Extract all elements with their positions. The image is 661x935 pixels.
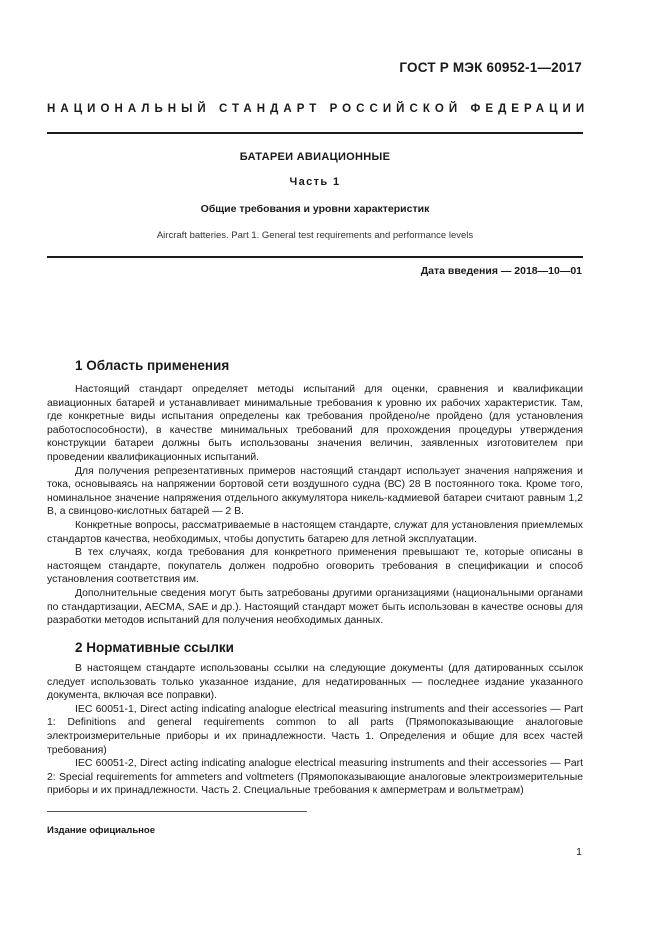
paragraph: В настоящем стандарте использованы ссылки на следующие документы (для датированных ссылок следует использовать только указанное издание, для недатированных — последнее издание указанного документа, включая все поправки). (47, 663, 583, 702)
section-2-heading: 2 Нормативные ссылки (75, 640, 234, 655)
official-edition-note: Издание официальное (47, 825, 155, 836)
section-1-body (47, 383, 583, 628)
paragraph: Для получения репрезентативных примеров настоящий стандарт использует значения напряжения и тока, основываясь на напряжении бортовой сети воздушного судна (ВС) 28 В постоянного тока. Кроме того, номинальное значение напряжения отдельного аккумулятора никель-кадмиевой батареи считают равным 1,2 В, а свинцово-кислотных батарей — 2 В. (47, 465, 583, 518)
english-title: Aircraft batteries. Part 1. General test requirements and performance levels (156, 230, 474, 241)
title-divider (47, 256, 583, 258)
paragraph: Дополнительные сведения могут быть затребованы другими организациями (национальными органами по стандартизации, AECMA, SAE и др.). Настоящий стандарт может быть использован в качестве основы для разработки методов испытаний для получения необходимых данных. (47, 587, 583, 627)
national-standard-banner: НАЦИОНАЛЬНЫЙ СТАНДАРТ РОССИЙСКОЙ ФЕДЕРАЦИИ (47, 103, 590, 115)
document-subtitle: Общие требования и уровни характеристик (200, 203, 430, 215)
section-2-body (47, 662, 583, 798)
introduction-date: Дата введения — 2018—10—01 (420, 265, 582, 277)
paragraph: IEC 60051-1, Direct acting indicating analogue electrical measuring instruments and their accessories — Part 1: Definitions and general requirements common to all parts (Прямопоказывающие аналоговые электроизмерительные приборы и их принадлежности. Часть 1. Определения и общие для всех частей требования) (47, 703, 583, 756)
paragraph: Конкретные вопросы, рассматриваемые в настоящем стандарте, служат для установления приемлемых стандартов качества, необходимых, чтобы допустить батарею для летной эксплуатации. (47, 519, 583, 545)
paragraph: Настоящий стандарт определяет методы испытаний для оценки, сравнения и квалификации авиационных батарей и устанавливает минимальные требования к уровню их рабочих характеристик. Там, где конкретные виды испытания определены как требования пройдено/не пройдено (для установления работоспособности), в качестве минимальных требований для прохождения процедуры утверждения конструкции батареи должны быть использованы значения величин, заявленных изготовителем при проведении квалификационных испытаний. (47, 384, 583, 463)
section-1 (47, 358, 583, 373)
paragraph: В тех случаях, когда требования для конкретного применения превышают те, которые описаны в настоящем стандарте, покупатель должен подробно оговорить требования в спецификации и способ установления соответствия им. (47, 547, 583, 586)
section-1-heading: 1 Область применения (75, 358, 230, 373)
top-divider (47, 132, 583, 134)
section-2 (47, 640, 583, 655)
document-title: БАТАРЕИ АВИАЦИОННЫЕ (239, 151, 391, 163)
document-part: Часть 1 (289, 176, 341, 188)
page-number: 1 (576, 846, 582, 858)
paragraph: IEC 60051-2, Direct acting indicating analogue electrical measuring instruments and their accessories — Part 2: Special requirements for ammeters and voltmeters (Прямопоказывающие аналоговые электроизмерительные приборы и их принадлежности. Часть 2. Специальные требования к амперметрам и вольтметрам) (47, 758, 583, 797)
document-code: ГОСТ Р МЭК 60952-1—2017 (399, 60, 582, 75)
footer-divider (47, 811, 307, 812)
